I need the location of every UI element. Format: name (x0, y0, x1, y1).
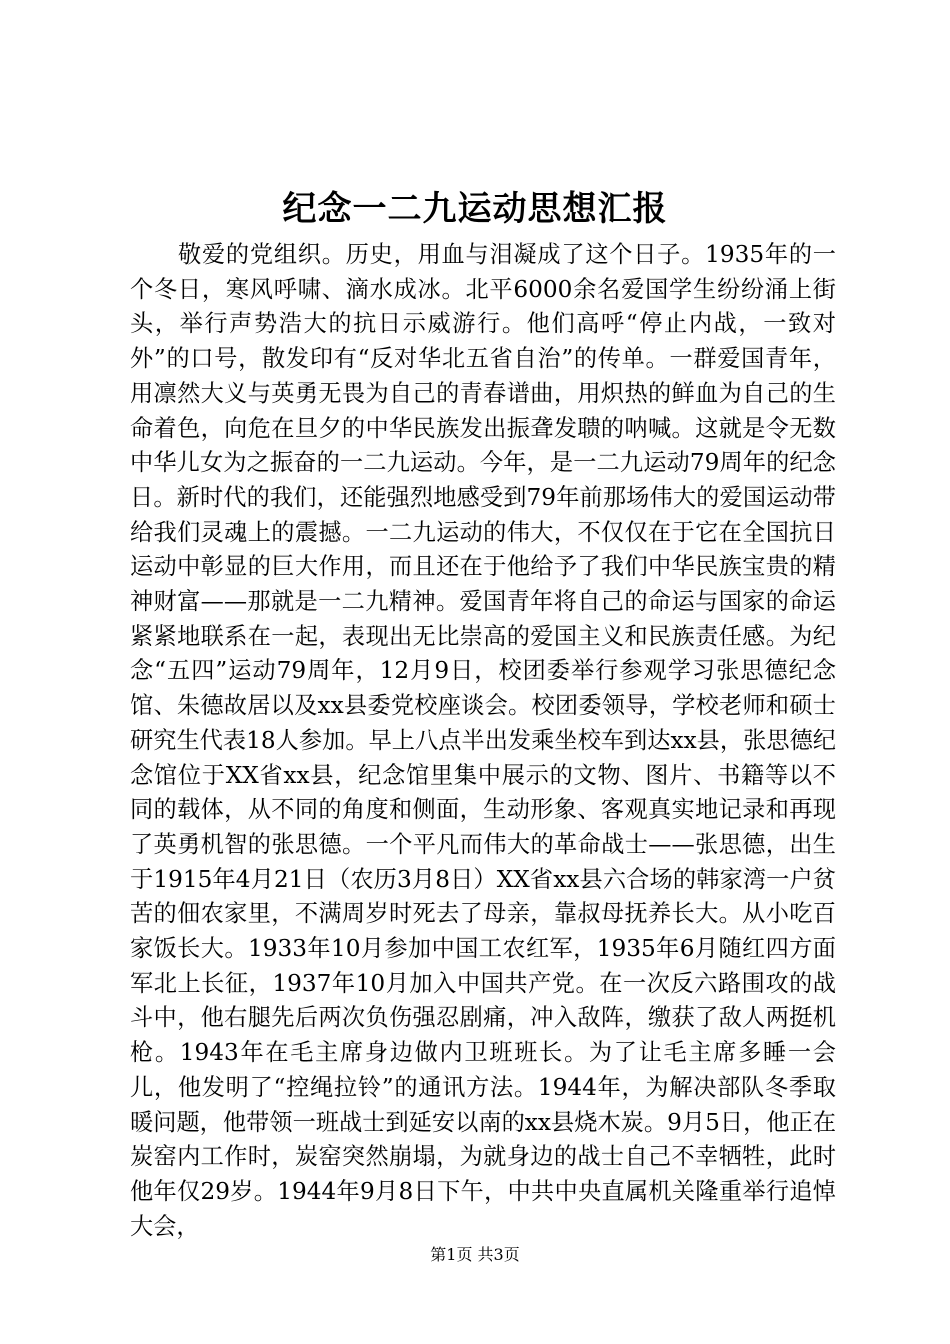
document-title: 纪念一二九运动思想汇报 (282, 189, 668, 229)
body-paragraph: 敬爱的党组织。历史，用血与泪凝成了这个日子。1935年的一个冬日，寒风呼啸、滴水成冰。北平6000余名爱国学生纷纷涌上街头，举行声势浩大的抗日示威游行。他们高呼“停止内战，一致对外”的口号，散发印有“反对华北五省自治”的传单。一群爱国青年，用凛然大义与英勇无畏为自己的青春谱曲，用炽热的鲜血为自己的生命着色，向危在旦夕的中华民族发出振聋发聩的呐喊。这就是令无数中华儿女为之振奋的一二九运动。今年，是一二九运动79周年的纪念日。新时代的我们，还能强烈地感受到79年前那场伟大的爱国运动带给我们灵魂上的震撼。一二九运动的伟大，不仅仅在于它在全国抗日运动中彰显的巨大作用，而且还在于他给予了我们中华民族宝贵的精神财富——那就是一二九精神。爱国青年将自己的命运与国家的命运紧紧地联系在一起，表现出无比崇高的爱国主义和民族责任感。为纪念“五四”运动79周年，12月9日，校团委举行参观学习张思德纪念馆、朱德故居以及xx县委党校座谈会。校团委领导，学校老师和硕士研究生代表18人参加。早上八点半出发乘坐校车到达xx县，张思德纪念馆位于XX省xx县，纪念馆里集中展示的文物、图片、书籍等以不同的载体，从不同的角度和侧面，生动形象、客观真实地记录和再现了英勇机智的张思德。一个平凡而伟大的革命战士——张思德，出生于1915年4月21日（农历3月8日）XX省xx县六合场的韩家湾一户贫苦的佃农家里，不满周岁时死去了母亲，靠叔母抚养长大。从小吃百家饭长大。1933年10月参加中国工农红军，1935年6月随红四方面军北上长征，1937年10月加入中国共产党。在一次反六路围攻的战斗中，他右腿先后两次负伤强忍剧痛，冲入敌阵，缴获了敌人两挺机枪。1943年在毛主席身边做内卫班班长。为了让毛主席多睡一会儿，他发明了“控绳拉铃”的通讯方法。1944年，为解决部队冬季取暖问题，他带领一班战士到延安以南的xx县烧木炭。9月5日，他正在炭窑内工作时，炭窑突然崩塌，为就身边的战士自己不幸牺牲，此时他年仅29岁。1944年9月8日下午，中共中央直属机关隆重举行追悼大会， (130, 241, 836, 1240)
page-number: 第1页 共3页 (430, 1245, 520, 1264)
